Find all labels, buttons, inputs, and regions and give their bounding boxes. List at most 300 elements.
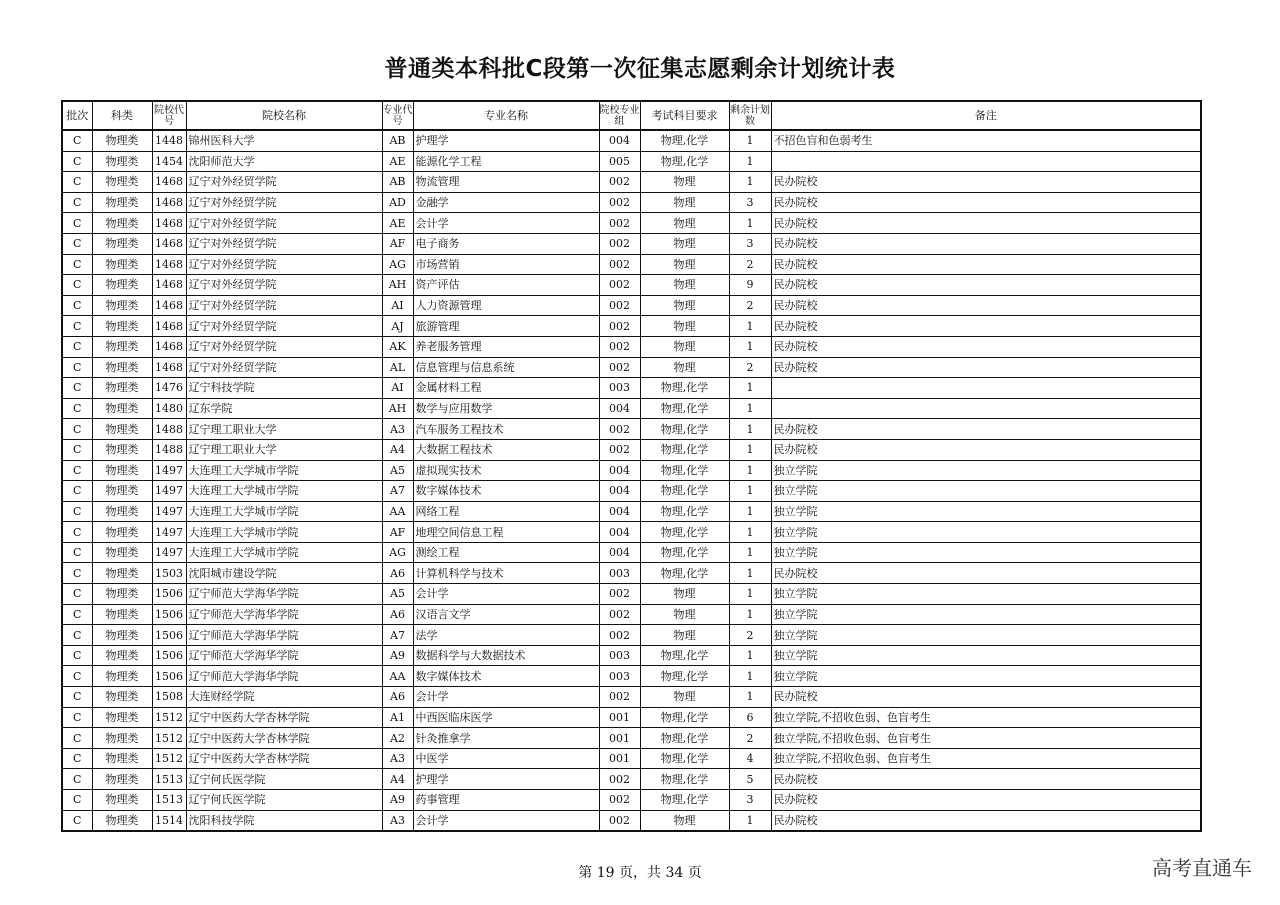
cell-school-code: 1512 [152, 707, 186, 728]
cell-major-name: 资产评估 [413, 275, 599, 296]
cell-remaining: 1 [729, 810, 771, 831]
cell-group: 002 [599, 439, 640, 460]
cell-batch: C [62, 625, 92, 646]
cell-remark [771, 398, 1201, 419]
cell-remark: 独立学院,不招收色弱、色盲考生 [771, 748, 1201, 769]
cell-remark: 民办院校 [771, 172, 1201, 193]
cell-remaining: 1 [729, 439, 771, 460]
cell-subject: 物理类 [92, 501, 152, 522]
cell-group: 002 [599, 769, 640, 790]
cell-remark: 民办院校 [771, 439, 1201, 460]
cell-batch: C [62, 192, 92, 213]
cell-school-code: 1468 [152, 213, 186, 234]
cell-exam: 物理 [640, 810, 729, 831]
cell-group: 002 [599, 172, 640, 193]
table-row [62, 130, 1201, 151]
cell-exam: 物理 [640, 584, 729, 605]
cell-school-code: 1497 [152, 542, 186, 563]
cell-exam: 物理,化学 [640, 501, 729, 522]
header-exam: 考试科目要求 [640, 101, 729, 130]
cell-school-code: 1488 [152, 439, 186, 460]
cell-major-name: 数字媒体技术 [413, 481, 599, 502]
header-major-code: 专业代号 [382, 101, 413, 130]
cell-batch: C [62, 666, 92, 687]
cell-remark: 民办院校 [771, 275, 1201, 296]
cell-major-name: 数据科学与大数据技术 [413, 645, 599, 666]
table-row [62, 254, 1201, 275]
cell-subject: 物理类 [92, 439, 152, 460]
cell-major-code: A4 [382, 439, 413, 460]
cell-subject: 物理类 [92, 666, 152, 687]
cell-major-code: A2 [382, 728, 413, 749]
cell-subject: 物理类 [92, 645, 152, 666]
cell-school-name: 辽宁师范大学海华学院 [186, 645, 382, 666]
cell-batch: C [62, 419, 92, 440]
cell-subject: 物理类 [92, 748, 152, 769]
page-footer: 第 19 页，共 34 页 [578, 865, 702, 881]
cell-major-name: 会计学 [413, 810, 599, 831]
cell-batch: C [62, 172, 92, 193]
table-row [62, 748, 1201, 769]
cell-remark: 独立学院 [771, 645, 1201, 666]
cell-school-name: 辽宁师范大学海华学院 [186, 584, 382, 605]
cell-subject: 物理类 [92, 625, 152, 646]
cell-subject: 物理类 [92, 254, 152, 275]
cell-major-code: A4 [382, 769, 413, 790]
header-subject: 科类 [92, 101, 152, 130]
cell-major-name: 信息管理与信息系统 [413, 357, 599, 378]
cell-major-name: 汉语言文学 [413, 604, 599, 625]
cell-remaining: 5 [729, 769, 771, 790]
cell-school-name: 辽宁何氏医学院 [186, 790, 382, 811]
table-row [62, 172, 1201, 193]
cell-batch: C [62, 316, 92, 337]
cell-school-name: 辽宁师范大学海华学院 [186, 625, 382, 646]
cell-major-name: 会计学 [413, 687, 599, 708]
cell-remaining: 2 [729, 357, 771, 378]
cell-remark: 民办院校 [771, 213, 1201, 234]
cell-exam: 物理 [640, 233, 729, 254]
cell-major-code: A7 [382, 625, 413, 646]
table-row [62, 501, 1201, 522]
cell-subject: 物理类 [92, 728, 152, 749]
cell-major-code: AK [382, 336, 413, 357]
table-row [62, 522, 1201, 543]
cell-school-name: 辽宁何氏医学院 [186, 769, 382, 790]
cell-subject: 物理类 [92, 542, 152, 563]
cell-batch: C [62, 275, 92, 296]
cell-subject: 物理类 [92, 687, 152, 708]
cell-major-code: AD [382, 192, 413, 213]
table-row [62, 542, 1201, 563]
cell-subject: 物理类 [92, 790, 152, 811]
table-header-row [62, 101, 1201, 130]
cell-remark: 民办院校 [771, 810, 1201, 831]
header-batch: 批次 [62, 101, 92, 130]
cell-group: 002 [599, 790, 640, 811]
cell-batch: C [62, 790, 92, 811]
cell-exam: 物理,化学 [640, 769, 729, 790]
cell-group: 003 [599, 563, 640, 584]
cell-batch: C [62, 810, 92, 831]
cell-group: 003 [599, 378, 640, 399]
cell-group: 001 [599, 707, 640, 728]
page-title: 普通类本科批C段第一次征集志愿剩余计划统计表 [384, 56, 896, 82]
cell-remaining: 1 [729, 666, 771, 687]
cell-school-code: 1506 [152, 584, 186, 605]
cell-major-code: AE [382, 151, 413, 172]
cell-group: 002 [599, 233, 640, 254]
cell-school-name: 辽宁科技学院 [186, 378, 382, 399]
cell-remark: 民办院校 [771, 192, 1201, 213]
cell-batch: C [62, 769, 92, 790]
cell-batch: C [62, 748, 92, 769]
cell-batch: C [62, 254, 92, 275]
cell-group: 002 [599, 625, 640, 646]
cell-major-code: AL [382, 357, 413, 378]
cell-school-name: 辽宁对外经贸学院 [186, 213, 382, 234]
cell-exam: 物理,化学 [640, 748, 729, 769]
cell-school-code: 1506 [152, 604, 186, 625]
table-row [62, 790, 1201, 811]
cell-exam: 物理,化学 [640, 790, 729, 811]
cell-batch: C [62, 336, 92, 357]
cell-batch: C [62, 439, 92, 460]
cell-group: 002 [599, 357, 640, 378]
cell-major-name: 会计学 [413, 213, 599, 234]
cell-exam: 物理 [640, 687, 729, 708]
table-row [62, 563, 1201, 584]
cell-major-code: AF [382, 233, 413, 254]
cell-batch: C [62, 398, 92, 419]
cell-remaining: 1 [729, 419, 771, 440]
cell-school-code: 1476 [152, 378, 186, 399]
cell-major-name: 护理学 [413, 769, 599, 790]
cell-school-name: 锦州医科大学 [186, 130, 382, 151]
cell-batch: C [62, 130, 92, 151]
cell-remark: 独立学院 [771, 625, 1201, 646]
cell-school-code: 1468 [152, 233, 186, 254]
cell-exam: 物理 [640, 336, 729, 357]
cell-remaining: 6 [729, 707, 771, 728]
cell-school-name: 辽宁师范大学海华学院 [186, 666, 382, 687]
cell-major-code: AG [382, 542, 413, 563]
table-row [62, 645, 1201, 666]
cell-batch: C [62, 542, 92, 563]
cell-group: 004 [599, 398, 640, 419]
table-row [62, 151, 1201, 172]
cell-major-code: A9 [382, 645, 413, 666]
cell-subject: 物理类 [92, 233, 152, 254]
cell-major-code: A5 [382, 460, 413, 481]
cell-remark: 民办院校 [771, 254, 1201, 275]
cell-exam: 物理 [640, 295, 729, 316]
cell-remark: 民办院校 [771, 419, 1201, 440]
cell-remaining: 1 [729, 398, 771, 419]
cell-remaining: 4 [729, 748, 771, 769]
cell-subject: 物理类 [92, 192, 152, 213]
cell-school-code: 1497 [152, 460, 186, 481]
cell-remark [771, 378, 1201, 399]
cell-school-code: 1468 [152, 275, 186, 296]
cell-school-name: 辽宁对外经贸学院 [186, 295, 382, 316]
table-row [62, 707, 1201, 728]
cell-group: 002 [599, 275, 640, 296]
cell-major-name: 金融学 [413, 192, 599, 213]
cell-subject: 物理类 [92, 336, 152, 357]
cell-group: 001 [599, 748, 640, 769]
cell-school-code: 1513 [152, 790, 186, 811]
cell-school-name: 沈阳城市建设学院 [186, 563, 382, 584]
cell-exam: 物理 [640, 213, 729, 234]
cell-school-name: 大连理工大学城市学院 [186, 501, 382, 522]
cell-major-name: 针灸推拿学 [413, 728, 599, 749]
cell-major-code: AI [382, 295, 413, 316]
watermark: 高考直通车 [1152, 856, 1252, 880]
cell-school-name: 辽宁中医药大学杏林学院 [186, 728, 382, 749]
cell-batch: C [62, 233, 92, 254]
cell-exam: 物理,化学 [640, 378, 729, 399]
cell-exam: 物理 [640, 192, 729, 213]
table-row [62, 357, 1201, 378]
table-row [62, 398, 1201, 419]
cell-school-name: 大连理工大学城市学院 [186, 460, 382, 481]
cell-subject: 物理类 [92, 378, 152, 399]
cell-exam: 物理,化学 [640, 645, 729, 666]
table-row [62, 604, 1201, 625]
plan-table [61, 100, 1202, 832]
cell-remark: 民办院校 [771, 357, 1201, 378]
cell-major-name: 能源化学工程 [413, 151, 599, 172]
cell-school-name: 大连理工大学城市学院 [186, 542, 382, 563]
cell-school-name: 辽宁对外经贸学院 [186, 233, 382, 254]
table-row [62, 810, 1201, 831]
cell-school-code: 1468 [152, 316, 186, 337]
cell-school-code: 1468 [152, 336, 186, 357]
cell-school-code: 1468 [152, 192, 186, 213]
cell-batch: C [62, 501, 92, 522]
cell-school-name: 辽宁对外经贸学院 [186, 192, 382, 213]
cell-major-name: 网络工程 [413, 501, 599, 522]
cell-exam: 物理 [640, 275, 729, 296]
cell-remark: 独立学院 [771, 501, 1201, 522]
cell-remark: 民办院校 [771, 295, 1201, 316]
header-school-code: 院校代号 [152, 101, 186, 130]
cell-group: 004 [599, 460, 640, 481]
cell-subject: 物理类 [92, 275, 152, 296]
cell-school-name: 辽宁对外经贸学院 [186, 254, 382, 275]
cell-school-code: 1497 [152, 481, 186, 502]
table-row [62, 584, 1201, 605]
cell-group: 004 [599, 481, 640, 502]
cell-school-code: 1506 [152, 645, 186, 666]
cell-subject: 物理类 [92, 481, 152, 502]
cell-exam: 物理 [640, 604, 729, 625]
cell-school-code: 1506 [152, 666, 186, 687]
table-row [62, 481, 1201, 502]
table-body [62, 130, 1201, 831]
table-row [62, 316, 1201, 337]
cell-subject: 物理类 [92, 357, 152, 378]
cell-major-name: 数学与应用数学 [413, 398, 599, 419]
table-row [62, 295, 1201, 316]
cell-major-name: 物流管理 [413, 172, 599, 193]
cell-batch: C [62, 707, 92, 728]
cell-remark: 独立学院 [771, 584, 1201, 605]
cell-school-name: 辽宁对外经贸学院 [186, 316, 382, 337]
cell-school-code: 1468 [152, 172, 186, 193]
cell-school-code: 1512 [152, 728, 186, 749]
cell-school-name: 辽宁中医药大学杏林学院 [186, 707, 382, 728]
cell-major-code: AH [382, 275, 413, 296]
cell-remaining: 3 [729, 192, 771, 213]
cell-exam: 物理,化学 [640, 151, 729, 172]
cell-school-name: 辽宁中医药大学杏林学院 [186, 748, 382, 769]
cell-major-code: AH [382, 398, 413, 419]
cell-exam: 物理 [640, 625, 729, 646]
header-group: 院校专业组 [599, 101, 640, 130]
cell-major-name: 护理学 [413, 130, 599, 151]
cell-remark: 独立学院 [771, 460, 1201, 481]
cell-major-name: 药事管理 [413, 790, 599, 811]
cell-school-name: 辽宁对外经贸学院 [186, 357, 382, 378]
cell-remark: 独立学院 [771, 666, 1201, 687]
cell-school-code: 1488 [152, 419, 186, 440]
cell-school-name: 辽宁对外经贸学院 [186, 275, 382, 296]
cell-group: 002 [599, 295, 640, 316]
cell-group: 002 [599, 336, 640, 357]
cell-school-name: 辽宁对外经贸学院 [186, 172, 382, 193]
cell-school-name: 辽宁师范大学海华学院 [186, 604, 382, 625]
cell-subject: 物理类 [92, 460, 152, 481]
cell-school-code: 1512 [152, 748, 186, 769]
table-row [62, 769, 1201, 790]
table-row [62, 233, 1201, 254]
cell-group: 004 [599, 130, 640, 151]
cell-major-name: 数字媒体技术 [413, 666, 599, 687]
cell-remark: 民办院校 [771, 790, 1201, 811]
cell-major-code: A3 [382, 810, 413, 831]
cell-remaining: 9 [729, 275, 771, 296]
cell-group: 002 [599, 316, 640, 337]
cell-school-code: 1506 [152, 625, 186, 646]
cell-school-code: 1514 [152, 810, 186, 831]
cell-school-code: 1468 [152, 295, 186, 316]
cell-remark: 民办院校 [771, 316, 1201, 337]
cell-exam: 物理,化学 [640, 542, 729, 563]
header-school-name: 院校名称 [186, 101, 382, 130]
table-row [62, 378, 1201, 399]
cell-exam: 物理,化学 [640, 130, 729, 151]
table-row [62, 192, 1201, 213]
cell-subject: 物理类 [92, 810, 152, 831]
table-row [62, 439, 1201, 460]
cell-remaining: 1 [729, 172, 771, 193]
cell-group: 002 [599, 604, 640, 625]
cell-remark [771, 151, 1201, 172]
cell-remaining: 2 [729, 295, 771, 316]
cell-major-name: 地理空间信息工程 [413, 522, 599, 543]
cell-major-name: 旅游管理 [413, 316, 599, 337]
cell-subject: 物理类 [92, 213, 152, 234]
cell-batch: C [62, 357, 92, 378]
cell-remark: 不招色盲和色弱考生 [771, 130, 1201, 151]
table-row [62, 625, 1201, 646]
cell-batch: C [62, 378, 92, 399]
cell-exam: 物理 [640, 254, 729, 275]
cell-group: 002 [599, 687, 640, 708]
cell-subject: 物理类 [92, 151, 152, 172]
cell-batch: C [62, 460, 92, 481]
cell-remaining: 1 [729, 645, 771, 666]
cell-major-code: AA [382, 501, 413, 522]
cell-subject: 物理类 [92, 563, 152, 584]
cell-group: 003 [599, 666, 640, 687]
cell-major-code: AG [382, 254, 413, 275]
cell-batch: C [62, 213, 92, 234]
cell-major-code: A9 [382, 790, 413, 811]
cell-subject: 物理类 [92, 707, 152, 728]
cell-remark: 独立学院 [771, 542, 1201, 563]
cell-subject: 物理类 [92, 172, 152, 193]
cell-remaining: 1 [729, 501, 771, 522]
cell-remaining: 3 [729, 790, 771, 811]
header-major-name: 专业名称 [413, 101, 599, 130]
cell-batch: C [62, 584, 92, 605]
cell-major-code: AE [382, 213, 413, 234]
cell-exam: 物理,化学 [640, 666, 729, 687]
cell-exam: 物理,化学 [640, 439, 729, 460]
cell-group: 002 [599, 213, 640, 234]
cell-school-name: 大连理工大学城市学院 [186, 522, 382, 543]
cell-major-code: A3 [382, 419, 413, 440]
cell-group: 004 [599, 542, 640, 563]
cell-group: 001 [599, 728, 640, 749]
cell-major-name: 虚拟现实技术 [413, 460, 599, 481]
cell-group: 004 [599, 501, 640, 522]
cell-remaining: 1 [729, 584, 771, 605]
cell-major-name: 市场营销 [413, 254, 599, 275]
cell-major-name: 中医学 [413, 748, 599, 769]
cell-school-code: 1448 [152, 130, 186, 151]
cell-remark: 民办院校 [771, 563, 1201, 584]
cell-batch: C [62, 481, 92, 502]
cell-exam: 物理,化学 [640, 728, 729, 749]
cell-major-name: 汽车服务工程技术 [413, 419, 599, 440]
cell-remaining: 1 [729, 604, 771, 625]
cell-school-code: 1503 [152, 563, 186, 584]
cell-exam: 物理,化学 [640, 419, 729, 440]
cell-major-name: 会计学 [413, 584, 599, 605]
table-row [62, 336, 1201, 357]
table-row [62, 460, 1201, 481]
cell-group: 002 [599, 192, 640, 213]
cell-major-code: A7 [382, 481, 413, 502]
cell-major-name: 中西医临床医学 [413, 707, 599, 728]
cell-exam: 物理,化学 [640, 707, 729, 728]
cell-subject: 物理类 [92, 130, 152, 151]
cell-remark: 独立学院 [771, 522, 1201, 543]
cell-remark: 民办院校 [771, 233, 1201, 254]
cell-school-name: 辽宁理工职业大学 [186, 419, 382, 440]
cell-major-name: 养老服务管理 [413, 336, 599, 357]
cell-major-code: AJ [382, 316, 413, 337]
cell-major-code: AA [382, 666, 413, 687]
cell-remaining: 1 [729, 316, 771, 337]
cell-major-name: 法学 [413, 625, 599, 646]
table-row [62, 419, 1201, 440]
cell-batch: C [62, 522, 92, 543]
